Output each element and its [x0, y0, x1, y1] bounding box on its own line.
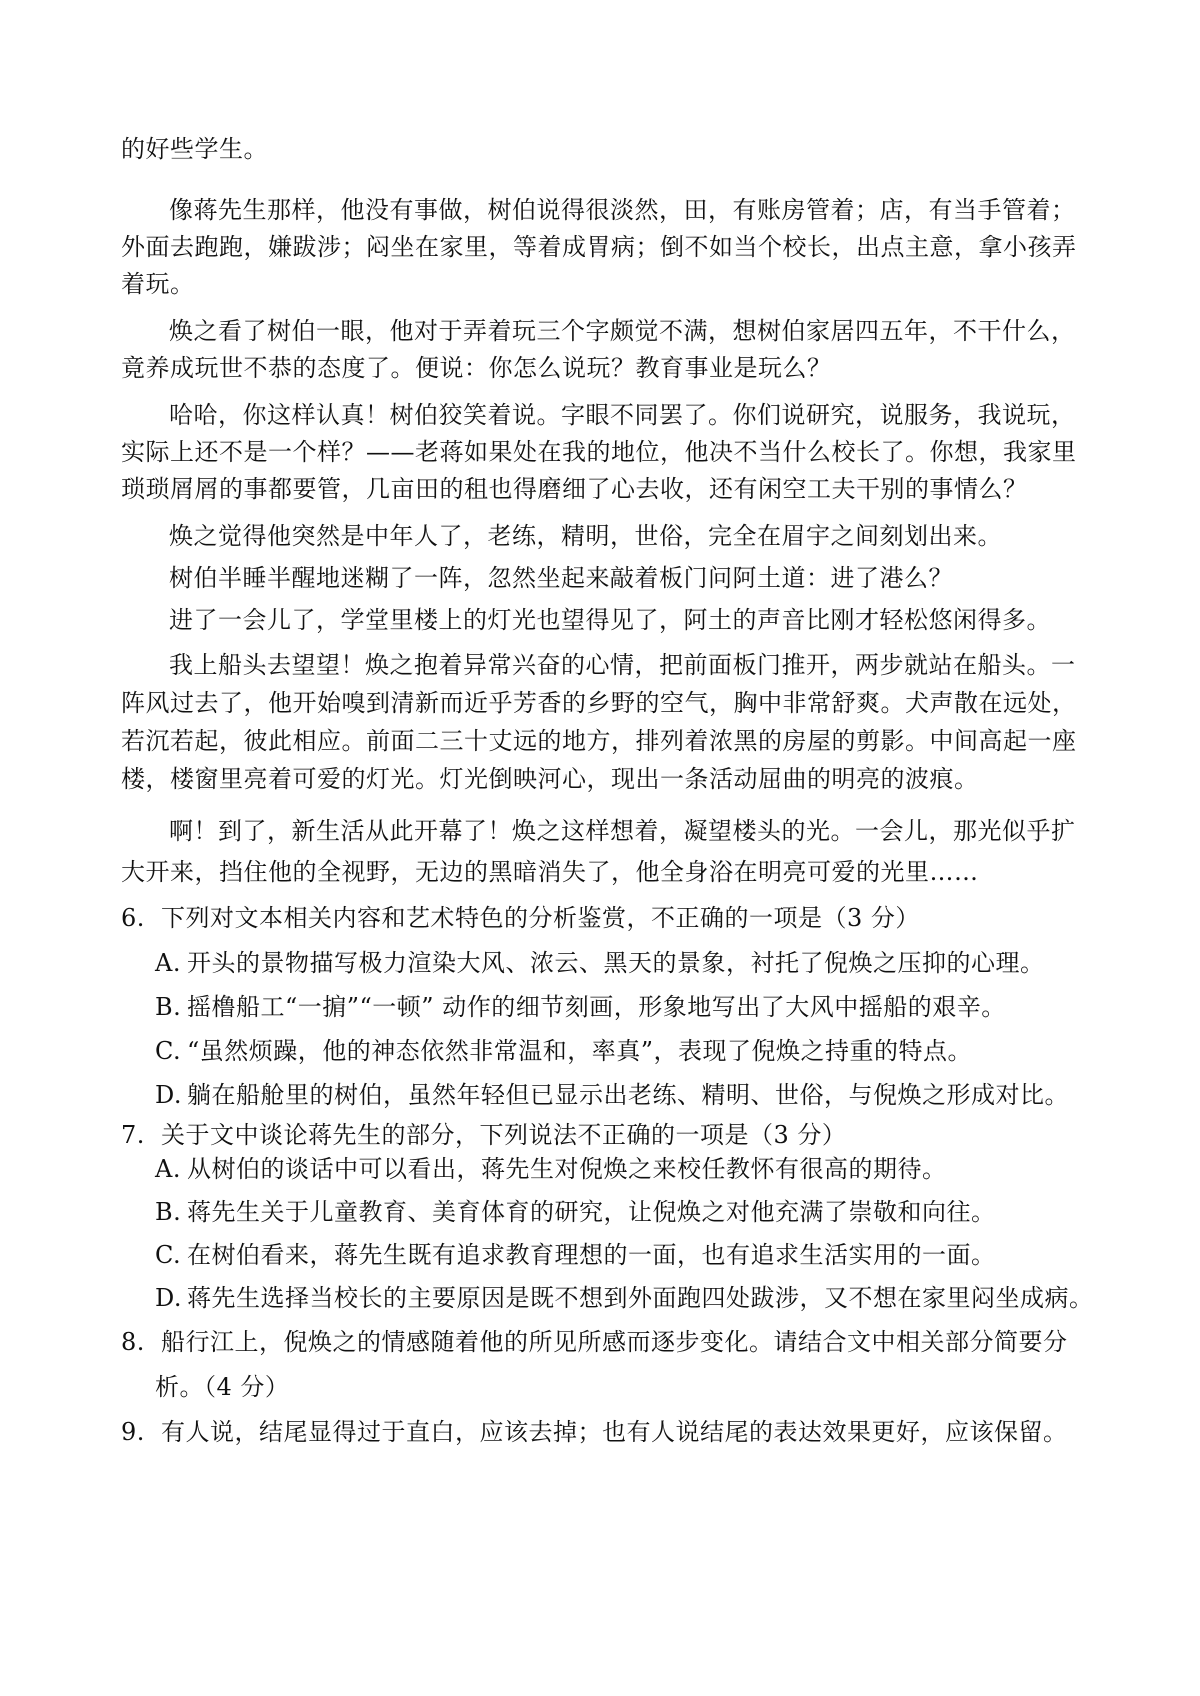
passage-line: 外面去跑跑，嫌跋涉；闷坐在家里，等着成胃病；倒不如当个校长，出点主意，拿小孩弄 [121, 233, 1077, 261]
question-7-option-c [155, 1240, 996, 1270]
question-6-option-c [155, 1036, 972, 1066]
passage-line: 若沉若起，彼此相应。前面二三十丈远的地方，排列着浓黑的房屋的剪影。中间高起一座 [121, 727, 1077, 755]
option-text: “虽然烦躁，他的神态依然非常温和，率真”，表现了倪焕之持重的特点。 [187, 1037, 973, 1065]
option-text: 从树伯的谈话中可以看出，蒋先生对倪焕之来校任教怀有很高的期待。 [187, 1155, 947, 1183]
question-number: 6. [121, 904, 145, 932]
passage-line: 哈哈，你这样认真！树伯狡笑着说。字眼不同罢了。你们说研究，说服务，我说玩， [169, 401, 1076, 429]
option-letter: D. [155, 1081, 183, 1109]
question-number: 9. [121, 1418, 145, 1446]
question-6-option-d [155, 1080, 1069, 1110]
option-text: 开头的景物描写极力渲染大风、浓云、黑天的景象，衬托了倪焕之压抑的心理。 [187, 949, 1045, 977]
option-text: 蒋先生关于儿童教育、美育体育的研究，让倪焕之对他充满了崇敬和向往。 [187, 1198, 996, 1226]
passage-line: 树伯半睡半醒地迷糊了一阵，忽然坐起来敲着板门问阿土道：进了港么？ [169, 564, 953, 592]
option-letter: C. [155, 1241, 182, 1269]
option-text: 摇橹船工“一掮”“一顿” 动作的细节刻画，形象地写出了大风中摇船的艰辛。 [187, 993, 1006, 1021]
passage-line: 阵风过去了，他开始嗅到清新而近乎芳香的乡野的空气，胸中非常舒爽。犬声散在远处， [121, 689, 1077, 717]
option-letter: A. [155, 949, 181, 977]
option-letter: D. [155, 1284, 183, 1312]
passage-line: 着玩。 [121, 270, 195, 298]
passage-line: 我上船头去望望！焕之抱着异常兴奋的心情，把前面板门推开，两步就站在船头。一 [169, 651, 1076, 679]
question-7-stem [121, 1120, 846, 1150]
passage-line: 琐琐屑屑的事都要管，几亩田的租也得磨细了心去收，还有闲空工夫干别的事情么？ [121, 475, 1028, 503]
option-letter: B. [155, 993, 182, 1021]
option-letter: A. [155, 1155, 181, 1183]
question-6-option-a [155, 948, 1045, 978]
question-9-stem [121, 1417, 1068, 1447]
passage-line: 焕之觉得他突然是中年人了，老练，精明，世俗，完全在眉宇之间刻划出来。 [169, 522, 1002, 550]
question-number: 8. [121, 1328, 145, 1356]
passage-line: 竟养成玩世不恭的态度了。便说：你怎么说玩？教育事业是玩么？ [121, 354, 832, 382]
question-text: 有人说，结尾显得过于直白，应该去掉；也有人说结尾的表达效果更好，应该保留。 [161, 1418, 1068, 1446]
question-text: 关于文中谈论蒋先生的部分，下列说法不正确的一项是（3 分） [161, 1121, 847, 1149]
question-6-stem [121, 903, 920, 933]
question-8-continuation: 析。（4 分） [155, 1373, 290, 1401]
option-letter: C. [155, 1037, 182, 1065]
passage-line: 啊！到了，新生活从此开幕了！焕之这样想着，凝望楼头的光。一会儿，那光似乎扩 [169, 817, 1076, 845]
passage-line: 进了一会儿了，学堂里楼上的灯光也望得见了，阿土的声音比刚才轻松悠闲得多。 [169, 606, 1051, 634]
option-text: 蒋先生选择当校长的主要原因是既不想到外面跑四处跋涉，又不想在家里闷坐成病。 [187, 1284, 1094, 1312]
passage-line: 焕之看了树伯一眼，他对于弄着玩三个字颇觉不满，想树伯家居四五年，不干什么， [169, 317, 1076, 345]
question-7-option-d [155, 1283, 1094, 1313]
question-6-option-b [155, 992, 1006, 1022]
question-text: 下列对文本相关内容和艺术特色的分析鉴赏，不正确的一项是（3 分） [161, 904, 920, 932]
option-letter: B. [155, 1198, 182, 1226]
passage-line: 像蒋先生那样，他没有事做，树伯说得很淡然，田，有账房管着；店，有当手管着； [169, 196, 1076, 224]
question-7-option-b [155, 1197, 996, 1227]
question-number: 7. [121, 1121, 145, 1149]
question-text: 船行江上，倪焕之的情感随着他的所见所感而逐步变化。请结合文中相关部分简要分 [161, 1328, 1068, 1356]
passage-line: 实际上还不是一个样？——老蒋如果处在我的地位，他决不当什么校长了。你想，我家里 [121, 438, 1077, 466]
option-text: 在树伯看来，蒋先生既有追求教育理想的一面，也有追求生活实用的一面。 [187, 1241, 996, 1269]
passage-line: 楼，楼窗里亮着可爱的灯光。灯光倒映河心，现出一条活动屈曲的明亮的波痕。 [121, 765, 979, 793]
passage-line: 大开来，挡住他的全视野，无边的黑暗消失了，他全身浴在明亮可爱的光里…… [121, 858, 979, 886]
question-7-option-a [155, 1154, 947, 1184]
passage-line: 的好些学生。 [121, 135, 268, 163]
option-text: 躺在船舱里的树伯，虽然年轻但已显示出老练、精明、世俗，与倪焕之形成对比。 [187, 1081, 1069, 1109]
question-8-stem [121, 1327, 1068, 1357]
